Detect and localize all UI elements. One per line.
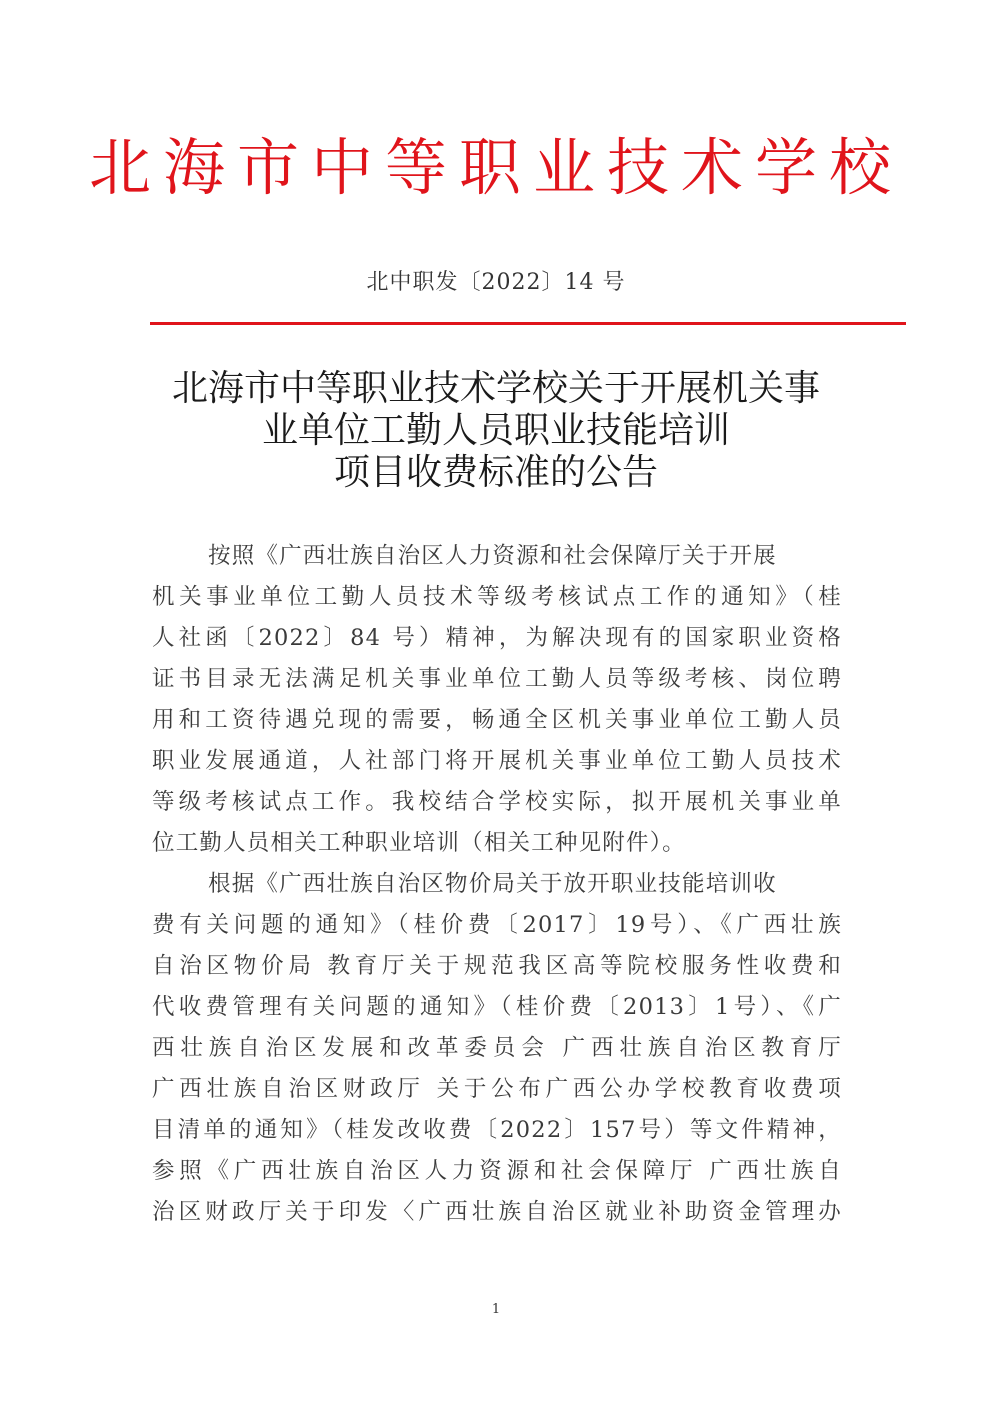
body-line: 用和工资待遇兑现的需要，畅通全区机关事业单位工勤人员 xyxy=(152,707,842,733)
body-line: 西壮族自治区发展和改革委员会 广西壮族自治区教育厅 xyxy=(152,1035,842,1061)
document-title xyxy=(110,368,882,494)
body-line: 职业发展通道，人社部门将开展机关事业单位工勤人员技术 xyxy=(152,748,842,774)
document-body xyxy=(152,536,842,1233)
body-line: 广西壮族自治区财政厅 关于公布广西公办学校教育收费项 xyxy=(152,1076,842,1102)
document-number: 北中职发〔2022〕14 号 xyxy=(366,270,626,295)
masthead-title: 北海市中等职业技术学校 xyxy=(88,131,903,204)
title-line: 业单位工勤人员职业技能培训 xyxy=(261,410,730,451)
body-line: 代收费管理有关问题的通知》（桂价费〔2013〕1号）、《广 xyxy=(152,994,842,1020)
page-number: 1 xyxy=(491,1302,501,1317)
body-line: 根据《广西壮族自治区物价局关于放开职业技能培训收 xyxy=(208,871,777,897)
title-line: 项目收费标准的公告 xyxy=(333,452,658,493)
body-line: 证书目录无法满足机关事业单位工勤人员等级考核、岗位聘 xyxy=(152,666,842,692)
red-divider-line xyxy=(150,322,906,325)
body-line: 等级考核试点工作。我校结合学校实际，拟开展机关事业单 xyxy=(152,789,842,815)
body-line: 位工勤人员相关工种职业培训（相关工种见附件）。 xyxy=(152,830,686,856)
body-line: 机关事业单位工勤人员技术等级考核试点工作的通知》（桂 xyxy=(152,584,842,610)
body-line: 目清单的通知》（桂发改收费〔2022〕157号）等文件精神， xyxy=(152,1117,842,1143)
title-line: 北海市中等职业技术学校关于开展机关事 xyxy=(171,368,820,409)
body-line: 按照《广西壮族自治区人力资源和社会保障厅关于开展 xyxy=(208,543,777,569)
body-line: 治区财政厅关于印发〈广西壮族自治区就业补助资金管理办 xyxy=(152,1199,842,1225)
body-line: 费有关问题的通知》（桂价费〔2017〕19号）、《广西壮族 xyxy=(152,912,842,938)
body-line: 人社函〔2022〕84 号）精神，为解决现有的国家职业资格 xyxy=(152,625,842,651)
body-line: 参照《广西壮族自治区人力资源和社会保障厅 广西壮族自 xyxy=(152,1158,842,1184)
body-line: 自治区物价局 教育厅关于规范我区高等院校服务性收费和 xyxy=(152,953,842,979)
